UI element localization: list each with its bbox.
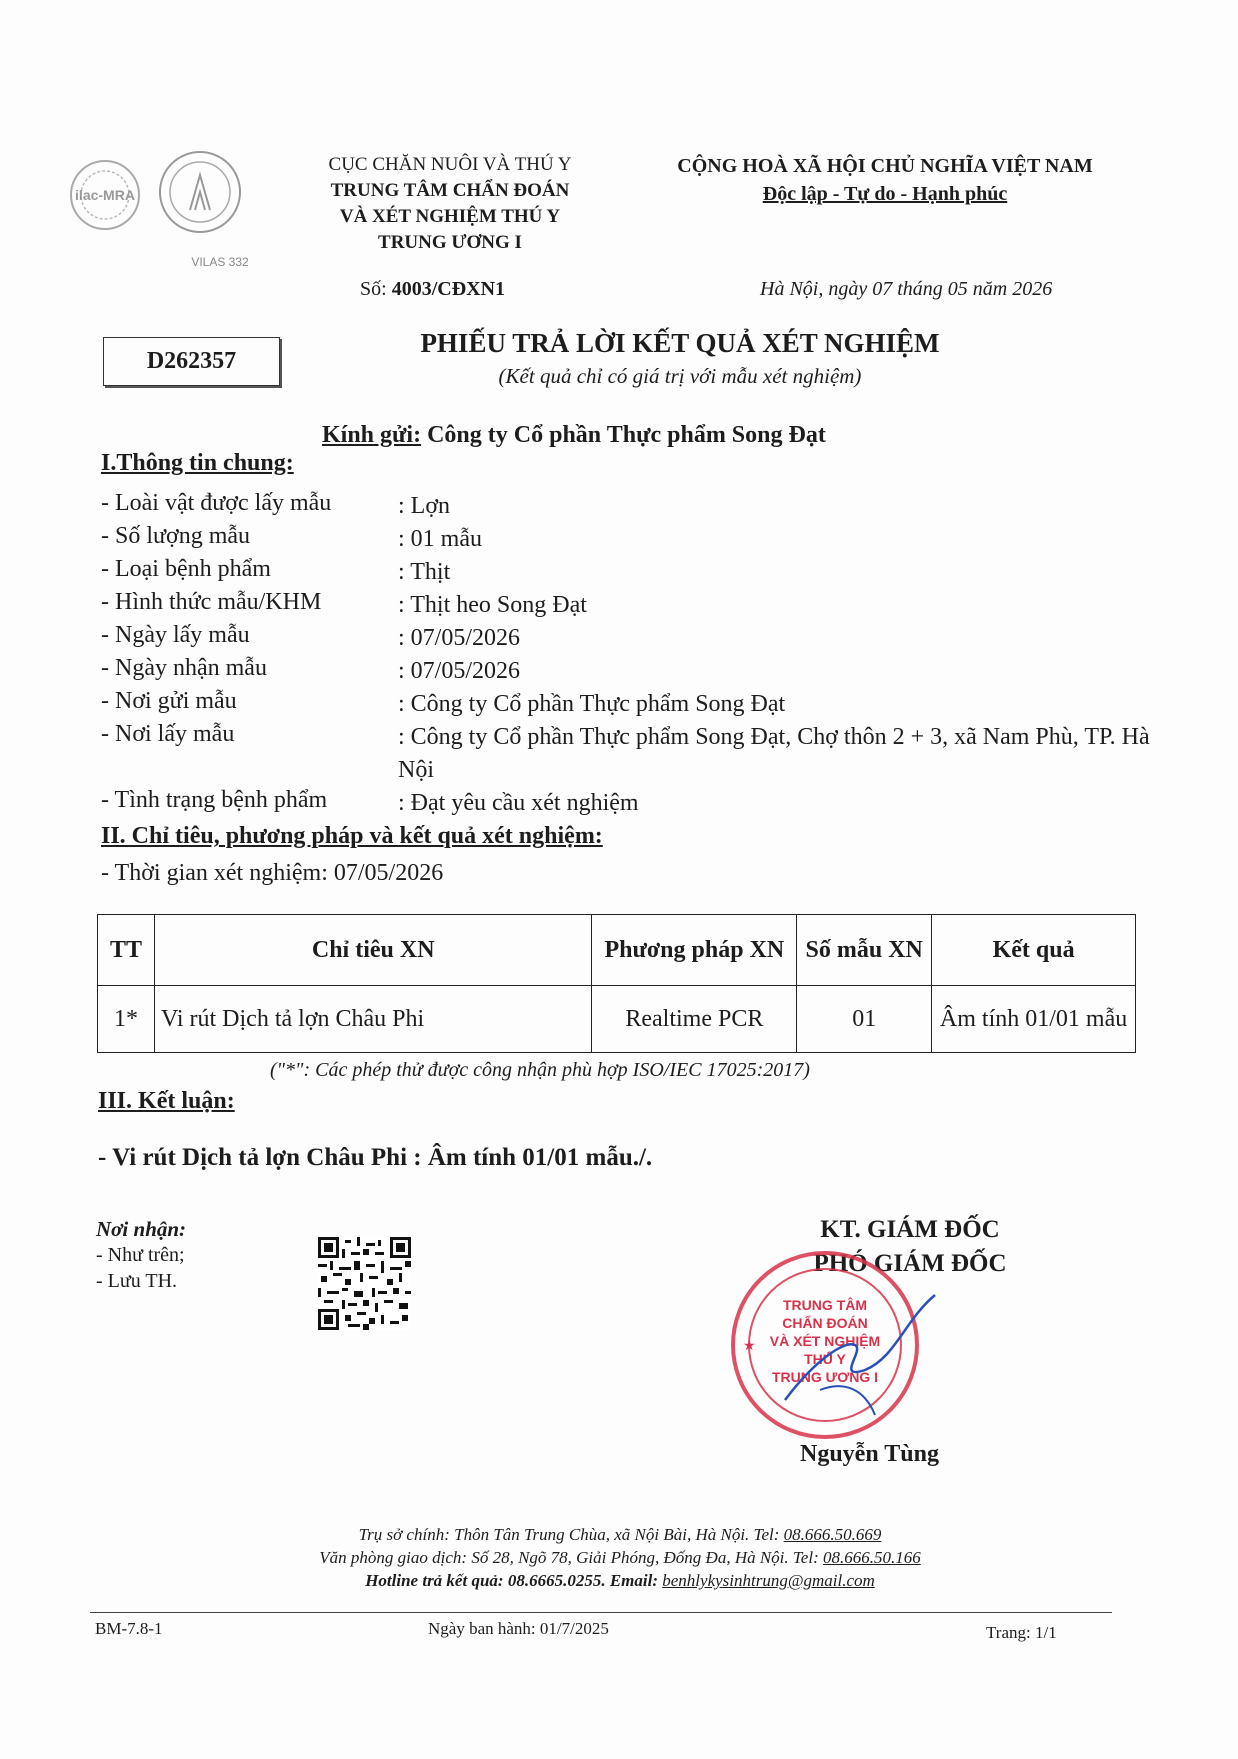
info-value: : 07/05/2026 [398, 658, 521, 684]
info-label: - Tình trạng bệnh phẩm [101, 787, 328, 813]
doc-no-value: 4003/CĐXN1 [391, 278, 506, 300]
conclusion-text: - Vi rút Dịch tả lợn Châu Phi : Âm tính 01/01 mẫu./. [98, 1144, 653, 1171]
header-method: Phương pháp XN [592, 915, 797, 986]
email-link[interactable]: benhlykysinhtrung@gmail.com [662, 1571, 875, 1590]
info-value: : Công ty Cổ phần Thực phẩm Song Đạt, Chợ thôn 2 + 3, xã Nam Phù, TP. Hà Nội [398, 724, 1150, 783]
info-label: - Nơi gửi mẫu [101, 688, 237, 714]
info-label: - Ngày lấy mẫu [101, 622, 250, 648]
footer-line2 [200, 1546, 1040, 1569]
info-label: - Nơi lấy mẫu [101, 721, 235, 747]
signer-name: Nguyễn Tùng [800, 1441, 939, 1467]
header-result: Kết quả [932, 915, 1136, 986]
info-value: : Thịt heo Song Đạt [398, 592, 587, 618]
recipient-line [322, 422, 826, 449]
office-tel[interactable]: 08.666.50.166 [822, 1548, 921, 1567]
nation-header [620, 152, 1150, 208]
nation-motto: Độc lập - Tự do - Hạnh phúc [762, 183, 1008, 205]
svg-text:ilac-MRA: ilac-MRA [75, 187, 135, 203]
head-office-label: Trụ sở chính: [358, 1525, 450, 1544]
issued-date: Ngày ban hành: 01/7/2025 [428, 1619, 609, 1638]
recipient-name: Công ty Cổ phần Thực phẩm Song Đạt [427, 422, 826, 448]
report-subtitle: (Kết quả chỉ có giá trị với mẫu xét nghiệm) [498, 364, 862, 388]
cell-indicator: Vi rút Dịch tả lợn Châu Phi [154, 986, 591, 1053]
signature-title-line1: KT. GIÁM ĐỐC [820, 1216, 1000, 1243]
svg-text:TRUNG TÂM: TRUNG TÂM [783, 1297, 867, 1313]
svg-text:THÚ Y: THÚ Y [804, 1351, 846, 1367]
info-value: : Đạt yêu cầu xét nghiệm [398, 790, 639, 816]
header-tt: TT [98, 915, 155, 986]
recipient-label: Kính gửi: [322, 422, 422, 448]
head-office-tel[interactable]: 08.666.50.669 [783, 1525, 882, 1544]
svg-text:TRUNG ƯƠNG I: TRUNG ƯƠNG I [772, 1369, 878, 1385]
section2-heading: II. Chỉ tiêu, phương pháp và kết quả xét nghiệm: [101, 823, 603, 849]
info-value: : 07/05/2026 [398, 625, 521, 651]
info-label: - Hình thức mẫu/KHM [101, 589, 322, 615]
footer-address [200, 1523, 1040, 1592]
cell-sample-count: 01 [797, 986, 932, 1053]
accreditation-logo [50, 150, 280, 270]
section1-heading: I.Thông tin chung: [101, 450, 294, 476]
info-value: : 01 mẫu [398, 526, 482, 552]
info-label: - Ngày nhận mẫu [101, 655, 267, 681]
date-line: Hà Nội, ngày 07 tháng 05 năm 2026 [760, 278, 1053, 300]
recipients-heading: Nơi nhận: [96, 1217, 187, 1241]
svg-text:CHẨN ĐOÁN: CHẨN ĐOÁN [782, 1315, 868, 1331]
hotline: Hotline trả kết quả: 08.6665.0255. [365, 1571, 606, 1590]
page-number: Trang: 1/1 [986, 1623, 1057, 1642]
agency-line4: TRUNG ƯƠNG I [378, 232, 522, 253]
header-sample-count: Số mẫu XN [797, 915, 932, 986]
qr-code [318, 1237, 411, 1330]
nation-line1: CỘNG HOÀ XÃ HỘI CHỦ NGHĨA VIỆT NAM [677, 155, 1093, 177]
table-row [98, 986, 1136, 1053]
info-label: - Số lượng mẫu [101, 523, 251, 549]
office-label: Văn phòng giao dịch: [319, 1548, 468, 1567]
svg-text:★: ★ [743, 1339, 756, 1354]
official-stamp [725, 1240, 940, 1455]
accreditation-footnote: ("*": Các phép thử được công nhận phù hợp ISO/IEC 17025:2017) [270, 1059, 810, 1081]
cell-method: Realtime PCR [592, 986, 797, 1053]
section3-heading: III. Kết luận: [98, 1088, 235, 1114]
footer-line3 [200, 1569, 1040, 1592]
email-label: Email: [609, 1571, 658, 1590]
svg-text:VÀ XÉT NGHIỆM: VÀ XÉT NGHIỆM [769, 1333, 881, 1349]
results-header-row [98, 915, 1136, 986]
footer-divider [90, 1612, 1112, 1613]
info-value: : Công ty Cổ phần Thực phẩm Song Đạt [398, 691, 786, 717]
recipient-item: - Như trên; [96, 1244, 185, 1266]
svg-text:VILAS 332: VILAS 332 [191, 255, 249, 269]
report-code: D262357 [103, 337, 280, 386]
results-table [97, 914, 1136, 1053]
info-label: - Loài vật được lấy mẫu [101, 490, 332, 516]
signature-title-line2: PHÓ GIÁM ĐỐC [813, 1250, 1007, 1277]
recipients-block [96, 1216, 186, 1294]
agency-header [280, 152, 620, 256]
header-indicator: Chỉ tiêu XN [154, 915, 591, 986]
info-value: : Thịt [398, 559, 451, 585]
form-code: BM-7.8-1 [95, 1619, 163, 1638]
cell-result: Âm tính 01/01 mẫu [932, 986, 1136, 1053]
info-label: - Loại bệnh phẩm [101, 556, 271, 582]
agency-line1: CỤC CHĂN NUÔI VÀ THÚ Y [328, 154, 572, 175]
agency-line2: TRUNG TÂM CHẨN ĐOÁN [330, 180, 570, 201]
report-title: PHIẾU TRẢ LỜI KẾT QUẢ XÉT NGHIỆM [420, 328, 940, 358]
cell-tt: 1* [98, 986, 155, 1053]
doc-no-label: Số: [360, 278, 387, 300]
test-time: - Thời gian xét nghiệm: 07/05/2026 [101, 860, 444, 886]
head-office-address: Thôn Tân Trung Chùa, xã Nội Bài, Hà Nội. Tel: [454, 1525, 780, 1544]
agency-line3: VÀ XÉT NGHIỆM THÚ Y [339, 206, 561, 227]
office-address: Số 28, Ngõ 78, Giải Phóng, Đống Đa, Hà Nội. Tel: [471, 1548, 819, 1567]
footer-line1 [200, 1523, 1040, 1546]
info-value: : Lợn [398, 493, 451, 519]
document-number [360, 278, 505, 301]
recipient-item: - Lưu TH. [96, 1270, 178, 1292]
